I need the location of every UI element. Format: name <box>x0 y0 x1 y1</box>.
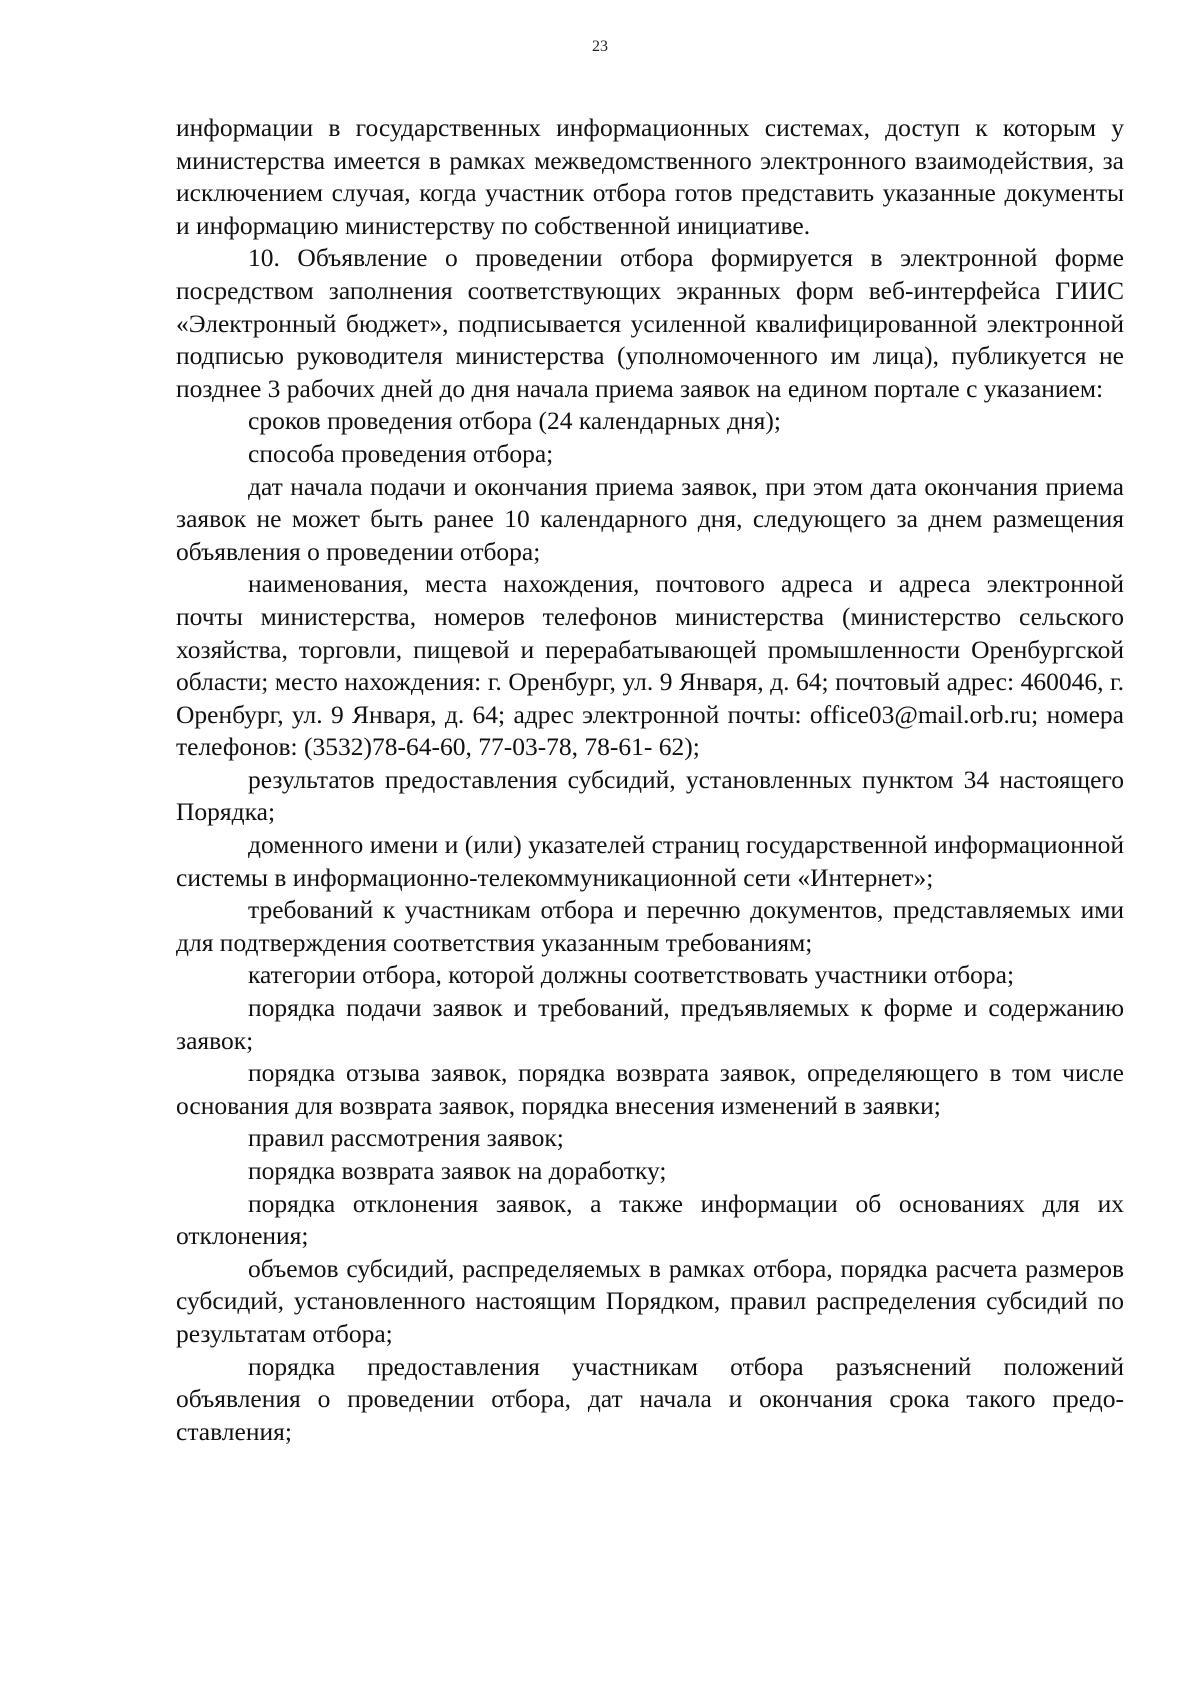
list-item: дат начала подачи и окончания приема заявок, при этом дата окончания приема заявок не может быть ранее 10 календарного дня, следующего за днем размещения объявления о проведении отбора; <box>176 471 1124 566</box>
paragraph: 10. Объявление о проведении отбора формируется в электронной форме посредством заполнения соответствующих экранных форм веб-интерфейса ГИИС «Электронный бюджет», подписывается усиленной квалифицированной электронной подписью руководителя министерства (уполномоченного им лица), публикуется не позднее 3 рабочих дней до дня начала приема заявок на едином портале с указанием: <box>176 243 1124 403</box>
list-item: правил рассмотрения заявок; <box>248 1123 564 1153</box>
list-item: порядка отзыва заявок, порядка возврата заявок, определяющего в том числе основания для возврата заявок, порядка внесения изменений в заявки; <box>176 1058 1124 1120</box>
list-item: объемов субсидий, распределяемых в рамках отбора, порядка расчета размеров субсидий, установленного настоящим Порядком, правил распределения субсидий по результатам отбора; <box>176 1253 1124 1348</box>
list-item: порядка подачи заявок и требований, предъявляемых к форме и содержанию заявок; <box>176 993 1124 1055</box>
list-item: результатов предоставления субсидий, установленных пунктом 34 настоящего Порядка; <box>176 764 1124 827</box>
list-item: наименования, места нахождения, почтового адреса и адреса электронной почты министерства, номеров телефонов министерства (министерство сельского хозяйства, торговли, пищевой и перерабатывающей промышленности Оренбургской области; место нахождения: г. Оренбург, ул. 9 Января, д. 64; почтовый адрес: 460046, г. Оренбург, ул. 9 Января, д. 64; адрес электронной почты: office03@mail.orb.ru; номера телефонов: (3532)78-64-60, 77-03-78, 78-61- 62); <box>176 569 1124 762</box>
body-text <box>176 112 1124 1448</box>
list-item: порядка возврата заявок на доработку; <box>248 1156 667 1185</box>
list-item: порядка предоставления участникам отбора разъяснений положений объявления о проведении отбора, дат начала и окончания срока такого предоставления; <box>176 1351 1124 1446</box>
list-item: требований к участникам отбора и перечню документов, представляемых ими для подтверждения соответствия указанным требованиям; <box>176 895 1124 957</box>
paragraph: информации в государственных информационных системах, доступ к которым у министерства имеется в рамках межведомственного электронного взаимодействия, за исключением случая, когда участник отбора готов представить указанные документы и информацию министерству по собственной инициативе. <box>176 113 1124 240</box>
page-number: 23 <box>592 38 608 55</box>
list-item: категории отбора, которой должны соответствовать участники отбора; <box>248 960 1015 990</box>
list-item: способа проведения отбора; <box>248 438 554 468</box>
list-item: порядка отклонения заявок, а также информации об основаниях для их отклонения; <box>176 1188 1124 1251</box>
list-item: сроков проведения отбора (24 календарных дня); <box>248 406 781 436</box>
list-item: доменного имени и (или) указателей страниц государственной информационной системы в информационно-телекоммуникационной сети «Интернет»; <box>176 830 1124 892</box>
